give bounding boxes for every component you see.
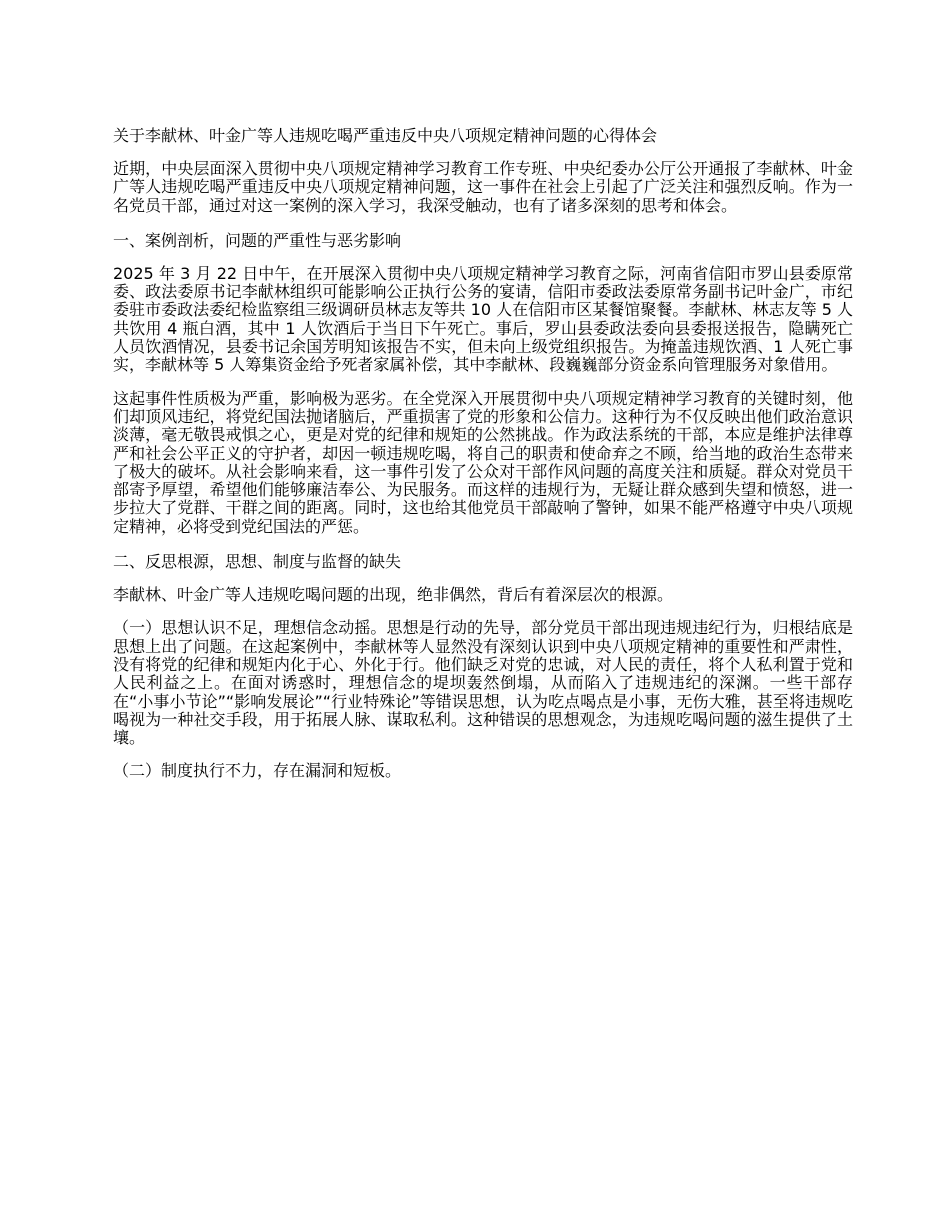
section-2-paragraph-2: （一）思想认识不足，理想信念动摇。思想是行动的先导，部分党员干部出现违规违纪行为，归根结底是思想上出了问题。在这起案例中，李献林等人显然没有深刻认识到中央八项规定精神的重要性和严肃性，没有将党的纪律和规矩内化于心、外化于行。他们缺乏对党的忠诚，对人民的责任，将个人私利置于党和人民利益之上。在面对诱惑时，理想信念的堤坝轰然倒塌，从而陷入了违规违纪的深渊。一些干部存在“小事小节论”“影响发展论”“行业特殊论”等错误思想，认为吃点喝点是小事，无伤大雅，甚至将违规吃喝视为一种社交手段，用于拓展人脉、谋取私利。这种错误的思想观念，为违规吃喝问题的滋生提供了土壤。 bbox=[113, 618, 853, 748]
section-2-heading: 二、反思根源，思想、制度与监督的缺失 bbox=[113, 552, 402, 572]
section-2-paragraph-1: 李献林、叶金广等人违规吃喝问题的出现，绝非偶然，背后有着深层次的根源。 bbox=[113, 585, 674, 605]
section-1-paragraph-2: 这起事件性质极为严重，影响极为恶劣。在全党深入开展贯彻中央八项规定精神学习教育的关键时刻，他们却顶风违纪，将党纪国法抛诸脑后，严重损害了党的形象和公信力。这种行为不仅反映出他们政治意识淡薄，毫无敬畏戒惧之心，更是对党的纪律和规矩的公然挑战。作为政法系统的干部，本应是维护法律尊严和社会公平正义的守护者，却因一顿违规吃喝，将自己的职责和使命弃之不顾，给当地的政治生态带来了极大的破坏。从社会影响来看，这一事件引发了公众对干部作风问题的高度关注和质疑。群众对党员干部寄予厚望，希望他们能够廉洁奉公、为民服务。而这样的违规行为，无疑让群众感到失望和愤怒，进一步拉大了党群、干群之间的距离。同时，这也给其他党员干部敲响了警钟，如果不能严格遵守中央八项规定精神，必将受到党纪国法的严惩。 bbox=[113, 388, 853, 536]
document-page bbox=[113, 124, 853, 796]
document-title: 关于李献林、叶金广等人违规吃喝严重违反中央八项规定精神问题的心得体会 bbox=[113, 126, 658, 145]
section-1-paragraph-1: 2025 年 3 月 22 日中午，在开展深入贯彻中央八项规定精神学习教育之际，河南省信阳市罗山县委原常委、政法委原书记李献林组织可能影响公正执行公务的宴请，信阳市委政法委原常务副书记叶金广，市纪委驻市委政法委纪检监察组三级调研员林志友等共 10 人在信阳市区某餐馆聚餐。李献林、林志友等 5 人共饮用 4 瓶白酒，其中 1 人饮酒后于当日下午死亡。事后，罗山县委政法委向县委报送报告，隐瞒死亡人员饮酒情况，县委书记余国芳明知该报告不实，但未向上级党组织报告。为掩盖违规饮酒、1 人死亡事实，李献林等 5 人筹集资金给予死者家属补偿，其中李献林、段巍巍部分资金系向管理服务对象借用。 bbox=[113, 263, 853, 375]
intro-paragraph: 近期，中央层面深入贯彻中央八项规定精神学习教育工作专班、中央纪委办公厅公开通报了李献林、叶金广等人违规吃喝严重违反中央八项规定精神问题，这一事件在社会上引起了广泛关注和强烈反响。作为一名党员干部，通过对这一案例的深入学习，我深受触动，也有了诸多深刻的思考和体会。 bbox=[113, 159, 853, 215]
section-2-paragraph-3: （二）制度执行不力，存在漏洞和短板。 bbox=[113, 761, 402, 781]
section-1-heading: 一、案例剖析，问题的严重性与恶劣影响 bbox=[113, 230, 402, 250]
